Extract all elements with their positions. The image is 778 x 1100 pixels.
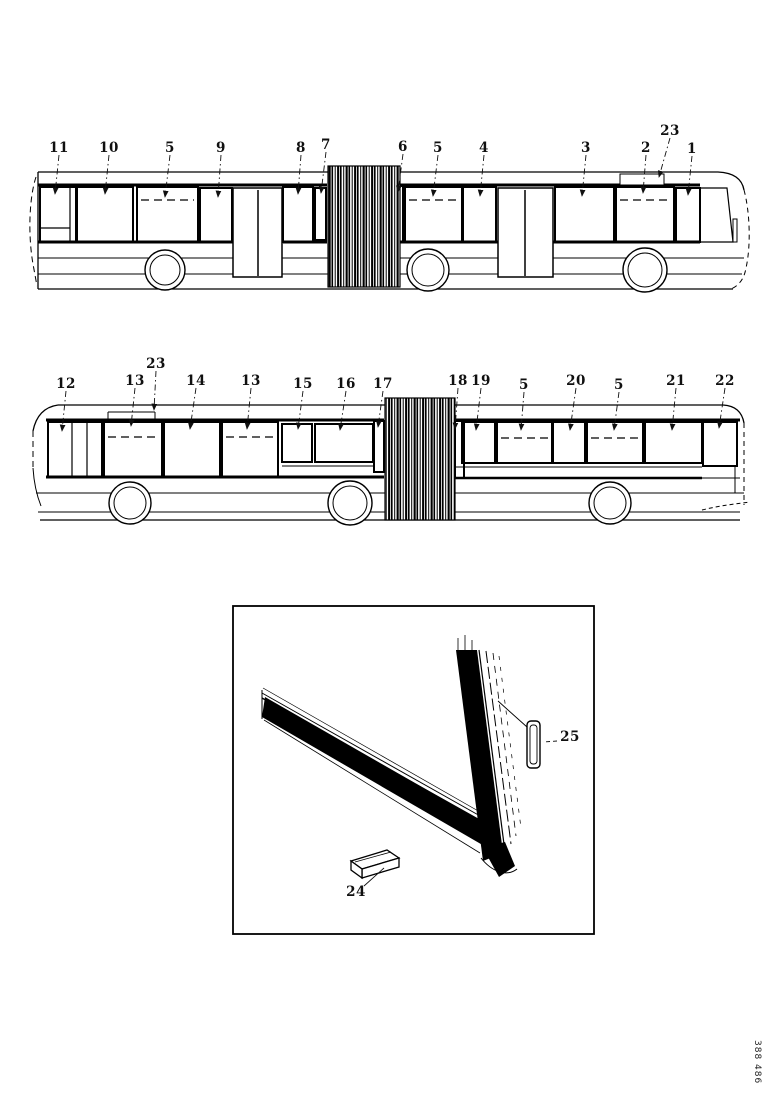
window-9 [200, 188, 232, 242]
window-13a [104, 422, 162, 477]
window-2 [616, 187, 674, 242]
wheel [623, 248, 667, 292]
roof-hatch [620, 174, 664, 185]
callout-label-4: 4 [479, 140, 489, 156]
leader-line-20 [570, 388, 576, 430]
callout-label-18: 18 [448, 373, 468, 389]
part-25-strip [498, 701, 540, 768]
callout-label-2: 2 [641, 140, 651, 156]
callout-label-7: 7 [321, 137, 331, 153]
leader-line-5 [521, 392, 524, 430]
detail-box [233, 606, 594, 934]
callout-label-20: 20 [566, 373, 586, 389]
window-8 [283, 187, 313, 242]
callout-label-13: 13 [241, 373, 261, 389]
window-1 [676, 188, 700, 242]
callout-label-22: 22 [715, 373, 735, 389]
wheel [407, 249, 449, 291]
callout-label-13: 13 [125, 373, 145, 389]
window-20 [553, 422, 585, 463]
wheel [145, 250, 185, 290]
callout-label-15: 15 [293, 376, 313, 392]
window-5d [587, 422, 643, 463]
window-10 [77, 187, 133, 242]
window-12 [48, 422, 102, 477]
window-7 [315, 188, 326, 240]
window-3 [555, 187, 614, 242]
wheel [109, 482, 151, 524]
figure-number: 388 486 [752, 1040, 762, 1085]
leader-line-4 [480, 155, 484, 196]
leader-line-10 [105, 155, 109, 194]
window-4 [463, 187, 496, 242]
bus-view-1 [30, 166, 749, 292]
callout-label-19: 19 [471, 373, 491, 389]
leader-line-9 [218, 155, 221, 197]
callout-label-14: 14 [186, 373, 206, 389]
articulation-bellows [385, 398, 455, 520]
callout-label-5: 5 [433, 140, 443, 156]
frame-corner-seal [262, 635, 521, 877]
callout-label-11: 11 [49, 140, 69, 156]
callout-label-24: 24 [346, 884, 366, 900]
window-13b [222, 422, 278, 477]
articulation-bellows [328, 166, 400, 287]
leader-line-8 [298, 155, 301, 194]
leader-line-11 [55, 155, 59, 194]
bus-view-2 [33, 398, 750, 525]
window-19 [462, 422, 495, 463]
leader-line-25 [543, 741, 557, 742]
wheel [589, 482, 631, 524]
leader-line-3 [582, 155, 586, 196]
window-22 [703, 422, 737, 466]
window-14 [164, 422, 220, 477]
callout-label-12: 12 [56, 376, 76, 392]
leader-line-5 [614, 392, 619, 430]
callout-label-16: 16 [336, 376, 356, 392]
callout-label-5: 5 [614, 377, 624, 393]
callout-label-25: 25 [560, 729, 580, 745]
callout-label-5: 5 [165, 140, 175, 156]
leader-line-19 [476, 388, 481, 430]
window-5b [405, 187, 462, 242]
callout-label-6: 6 [398, 139, 408, 155]
window-17 [374, 421, 384, 472]
callout-label-21: 21 [666, 373, 686, 389]
leader-line-5 [433, 155, 438, 196]
leader-line-23 [659, 138, 670, 177]
callout-label-23: 23 [660, 123, 680, 139]
callout-label-1: 1 [687, 141, 697, 157]
leader-line-23 [154, 371, 156, 410]
callout-label-23: 23 [146, 356, 166, 372]
window-15 [282, 424, 312, 462]
callout-label-8: 8 [296, 140, 306, 156]
callout-label-10: 10 [99, 140, 119, 156]
leader-line-12 [62, 391, 66, 431]
window-21 [645, 422, 702, 463]
window-5c [497, 422, 552, 463]
part-24-block [351, 850, 399, 878]
callout-label-17: 17 [373, 376, 393, 392]
window-16 [315, 424, 373, 462]
leader-line-5 [165, 155, 170, 197]
windshield [700, 188, 733, 242]
leader-line-21 [672, 388, 676, 430]
callout-label-3: 3 [581, 140, 591, 156]
callout-label-9: 9 [216, 140, 226, 156]
leader-line-1 [688, 156, 692, 195]
callout-label-5: 5 [519, 377, 529, 393]
wheel [328, 481, 372, 525]
window-5a [137, 187, 198, 242]
